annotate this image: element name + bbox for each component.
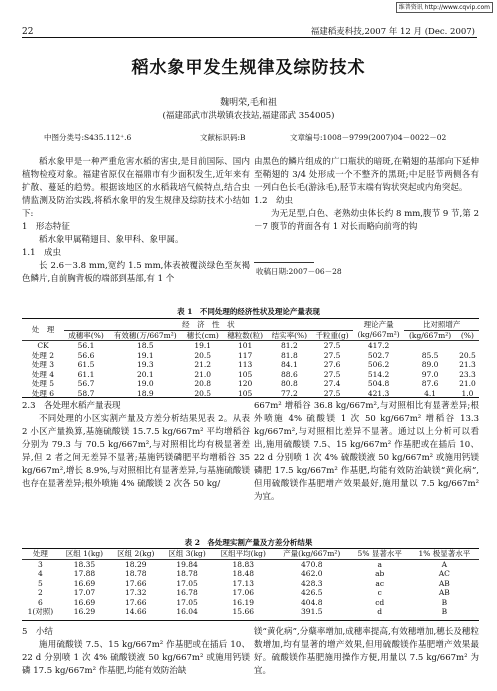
table-cell: 6: [37, 597, 43, 607]
article-title: 稻水象甲发生规律及综防技术: [131, 58, 366, 78]
table-header-cell: 理论产量: [363, 320, 394, 330]
table-cell: 18.5: [136, 341, 154, 350]
table-cell: 27.6: [323, 360, 341, 369]
table-cell: 1.0: [461, 388, 474, 398]
table-row: [22, 607, 479, 617]
table-cell: 3: [37, 559, 43, 569]
table-cell: 101: [237, 341, 253, 350]
table-header-cell: 区组 2(kg): [117, 549, 155, 558]
table-2-caption: 表 2 各处理实割产量及方差分析结果: [184, 538, 313, 547]
table-cell: a: [377, 559, 382, 569]
table-cell: 18.83: [232, 559, 255, 569]
table-cell: 处理 5: [31, 379, 55, 388]
table-cell: 58.7: [77, 388, 95, 398]
table-cell: 87.6: [421, 379, 439, 388]
table-cell: 2: [37, 588, 43, 597]
table-cell: 18.29: [125, 559, 147, 569]
table-cell: 16.04: [176, 607, 198, 616]
table-row: [22, 351, 479, 361]
table-cell: 27.5: [323, 388, 341, 398]
table-cell: 514.2: [367, 369, 390, 379]
table-cell: 17.07: [73, 588, 96, 597]
table-header-cell: 穗长(cm): [186, 330, 219, 340]
table-cell: 19.3: [136, 360, 154, 369]
table-header-cell: 结实率(%): [271, 330, 308, 340]
right-column-intro: [254, 156, 479, 234]
table-cell: 81.2: [281, 341, 298, 350]
intro-paragraph: 稻水象甲是一种严重危害水稻的害虫,是目前国际、国内植物检疫对象。福建省原仅在福鼎市有少面积发生,近年来有扩散、蔓延的趋势。根据该地区的水稻栽培气候特点,结合虫情监测及防治实践,将稻水象甲的发生规律及综防技术小结如下:: [22, 157, 250, 219]
footnote-rule: [254, 262, 314, 263]
table-cell: 506.2: [367, 360, 390, 369]
table-cell: 21.3: [459, 360, 476, 369]
table-row: [22, 569, 479, 579]
table-header-cell: 5% 显著水平: [357, 549, 402, 558]
section-1-heading: 1 形态特征: [22, 222, 70, 232]
table-cell: 20.5: [194, 388, 212, 398]
table-cell: B: [441, 597, 448, 607]
source-watermark: 维普资讯 http://www.cqvip.com: [396, 2, 493, 13]
table-cell: 21.0: [194, 369, 212, 379]
section-1-1-text: 长 2.6－3.8 mm,宽约 1.5 mm,体表被覆淡绿色至灰褐色鳞片,自前胸背板的端部到基部,有 1 个: [22, 261, 250, 284]
table-cell: 27.4: [323, 379, 341, 388]
section-1-1-heading: 1.1 成虫: [22, 248, 62, 258]
table-cell: 97.0: [421, 369, 439, 379]
table-cell: 4: [37, 569, 43, 578]
table-cell: 88.6: [281, 369, 298, 379]
table-cell: c: [377, 588, 382, 597]
table-cell: 17.66: [125, 578, 147, 588]
table-cell: 19.0: [136, 379, 154, 388]
table-1-top-rule: [22, 318, 479, 319]
table-cell: 17.05: [176, 597, 198, 607]
table-header-cell: (%): [460, 330, 474, 340]
table-cell: 18.48: [232, 569, 255, 578]
left-column-intro: [22, 156, 250, 286]
table-cell: A: [441, 559, 448, 569]
table-row: [22, 379, 479, 389]
table-header-cell: 成穗率(%): [68, 330, 104, 340]
table-1-col-header: [22, 330, 479, 341]
table-cell: 113: [237, 360, 253, 369]
table-cell: 421.3: [367, 388, 390, 398]
table-1-group-header: [22, 320, 479, 330]
table-cell: 处理 6: [31, 388, 55, 398]
table-row: [22, 579, 479, 589]
table-header-cell: 处理: [32, 549, 48, 558]
journal-running-head: 福建稻麦科技,2007 年 12 月 (Dec. 2007): [310, 27, 475, 37]
right-column-summary: [254, 626, 479, 678]
table-cell: 27.5: [323, 369, 341, 379]
table-row: [22, 559, 479, 569]
table-cell: CK: [37, 341, 49, 350]
table-header-cell: 区组平均(kg): [220, 549, 266, 558]
table-header-cell: 区组 3(kg): [168, 549, 206, 558]
section-1-2-heading: 1.2 幼虫: [254, 196, 294, 206]
table-cell: [404, 341, 456, 351]
table-cell: 56.7: [77, 379, 95, 388]
table-cell: 17.88: [73, 569, 96, 578]
table-cell: 61.1: [77, 369, 95, 379]
page-number: 22: [22, 27, 34, 37]
clc-code: 中图分类号:S435.112⁺.6: [44, 133, 132, 142]
table-2: [22, 549, 479, 617]
table-cell: 462.0: [301, 569, 323, 578]
table-cell: 27.5: [323, 341, 341, 350]
table-cell: 56.6: [77, 350, 95, 360]
table-cell: 81.8: [281, 350, 298, 360]
table-header-cell: 区组 1(kg): [65, 549, 104, 558]
table-cell: 17.13: [232, 578, 255, 588]
table-cell: 428.3: [301, 578, 323, 588]
table-cell: 17.06: [232, 588, 255, 597]
table-cell: 14.66: [125, 607, 147, 616]
header-rule: [22, 37, 477, 38]
table-cell: AB: [438, 578, 450, 588]
table-cell: 502.7: [367, 350, 390, 360]
table-1-caption: 表 1 不同处理的经济性状及理论产量表现: [177, 307, 320, 316]
left-column-summary: [22, 626, 250, 678]
table-cell: 18.78: [125, 569, 147, 578]
table-header-cell: 处 理: [31, 325, 55, 335]
table-2-header: [22, 549, 479, 559]
table-header-cell: 有效穗(万/667m²): [113, 330, 177, 340]
article-authors: 魏明荣,毛和祖: [220, 98, 277, 108]
table-1: [22, 320, 479, 398]
summary-text: 施用硫酸镁 7.5、15 kg/667m² 作基肥或在插后 10、22 d 分别喷 1 次 4% 硫酸镁液 50 kg/667m² 或施用钙镁磷 17.5 kg/667m² 作基肥,均能有效防治缺: [22, 640, 250, 676]
table-cell: 23.3: [459, 369, 476, 379]
table-cell: 5: [37, 578, 43, 588]
table-1-bottom-rule: [22, 397, 479, 398]
table-cell: 18.78: [176, 569, 198, 578]
table-cell: 21.2: [194, 360, 212, 369]
table-cell: 处理 3: [31, 360, 55, 369]
table-row: [22, 360, 479, 370]
table-cell: 20.8: [194, 379, 212, 388]
table-row: [22, 341, 479, 351]
table-cell: 426.5: [301, 588, 323, 597]
table-cell: 105: [237, 369, 253, 379]
table-cell: ab: [375, 569, 385, 578]
table-cell: 80.8: [281, 379, 298, 388]
table-cell: 16.19: [232, 597, 255, 607]
table-row: [22, 588, 479, 598]
table-header-cell: 产量(kg/667m²): [283, 549, 341, 558]
section-1-2-text: 为无足型,白色、老熟幼虫体长约 8 mm,腹节 9 节,第 2－7 腹节的背面各有 1 对长而略向前弯的钩: [254, 209, 479, 232]
table-cell: 89.0: [421, 360, 439, 369]
table-cell: 16.78: [176, 588, 198, 597]
table-header-cell: 1% 极显著水平: [418, 549, 471, 558]
table-cell: 470.8: [301, 559, 323, 569]
left-column-results: [22, 400, 250, 491]
table-cell: 18.9: [136, 388, 154, 398]
table-header-cell: (kg/667m²): [408, 330, 452, 340]
table-cell: 19.84: [176, 559, 198, 569]
section-2-3-text-cont: 667m² 增稻谷 36.8 kg/667m²,与对照相比有显著差异;根外喷施 4% 硫酸镁 1 次 50 kg/667m² 增稻谷 13.3 kg/667m²,与对照相比差异不显著。通过以上分析可以看出,施用硫酸镁 7.5、15 kg/667m² 作基肥或在插后 10、22 d 分别喷 1 次 4% 硫酸镁液 50 kg/667m² 或施用钙镁磷肥 17.5 kg/667m² 作基肥,均能有效防治缺镁“黄化病”,但用硫酸镁作基肥增产效果最好,施用量以 7.5 kg/667m² 为宜。: [254, 401, 479, 502]
table-cell: 117: [237, 350, 253, 360]
table-cell: 19.1: [136, 350, 154, 360]
table-2-bottom-rule: [22, 620, 479, 621]
table-row: [22, 370, 479, 380]
table-cell: 391.5: [301, 607, 323, 616]
table-cell: 20.5: [459, 350, 476, 360]
document-code: 文献标识码:B: [200, 133, 246, 142]
table-header-cell: 穗粒数(粒): [227, 330, 264, 340]
table-cell: 404.8: [301, 597, 323, 607]
section-1-text: 稻水象甲属鞘翅目、象甲科、象甲属。: [39, 235, 184, 245]
table-cell: 504.8: [367, 379, 390, 388]
table-cell: d: [377, 607, 383, 616]
table-header-cell: 千粒重(g): [315, 330, 349, 340]
table-cell: 4.1: [424, 388, 437, 398]
section-2-3-text: 不同处理的小区实割产量及方差分析结果见表 2。从表 2 小区产量换算,基施硫酸镁 15.7.5 kg/667m² 平均增稻谷分别为 79.3 与 70.5 kg/667m²,与对照相比均有极显著差异,但 2 者之间无差异不显著;基施钙镁磷肥平均增稻谷 35 kg/667m²,增长 8.9%,与对照相比有显著差异,与基施硫酸镁也存在显著差异;根外喷施 4% 硫酸镁 2 次各 50 kg/: [22, 414, 250, 489]
table-cell: 17.66: [125, 597, 147, 607]
table-cell: 84.1: [281, 360, 298, 369]
table-cell: 16.29: [73, 607, 96, 616]
table-cell: AB: [438, 588, 450, 597]
table-cell: 19.1: [194, 341, 212, 350]
table-cell: 61.5: [77, 360, 95, 369]
table-header-cell: 经 济 性 状: [64, 320, 353, 330]
adult-description-cont: 由黑色的鳞片组成的广口瓶状的暗斑,在鞘翅的基部向下延伸至鞘翅的 3/4 处形成一个不整齐的黑斑;中足胫节两侧各有一列白色长毛(游泳毛),胫节末端有钩状突起或内角突起。: [254, 157, 479, 193]
table-cell: 处理 2: [31, 350, 55, 360]
table-row: [22, 598, 479, 608]
right-column-results: [254, 400, 479, 504]
table-cell: 120: [237, 379, 253, 388]
table-cell: 18.35: [73, 559, 96, 569]
summary-heading: 5 小结: [22, 627, 53, 637]
table-cell: 56.1: [77, 341, 95, 350]
table-cell: cd: [375, 597, 385, 607]
table-cell: 20.5: [194, 350, 212, 360]
section-2-3-heading: 2.3 各处理水稻产量表现: [22, 401, 121, 411]
table-cell: 16.69: [73, 597, 96, 607]
table-cell: 20.1: [136, 369, 154, 379]
table-cell: AC: [438, 569, 450, 578]
table-cell: 417.2: [367, 341, 390, 350]
table-cell: 85.5: [421, 350, 439, 360]
article-affiliation: (福建邵武市洪墩镇农技站,福建邵武 354005): [162, 111, 335, 121]
table-cell: 27.5: [323, 350, 341, 360]
received-date: 收稿日期:2007－06－28: [256, 267, 342, 276]
table-cell: 21.0: [459, 379, 476, 388]
table-cell: 17.32: [125, 588, 147, 597]
table-cell: ac: [375, 578, 385, 588]
table-header-cell: (kg/667m²): [357, 330, 400, 340]
table-cell: [456, 341, 479, 351]
summary-text-cont: 镁“黄化病”,分蘖率增加,成穗率提高,有效穗增加,穗长及穗粒数增加,均有显著的增产效果,但用硫酸镁作基肥增产效果最好。硫酸镁作基肥施用操作方便,用量以 7.5 kg/667m² 为宜。: [254, 627, 479, 676]
article-number: 文章编号:1008－9799(2007)04－0022－02: [290, 133, 447, 142]
table-cell: 77.2: [281, 388, 298, 398]
table-cell: 处理 4: [31, 369, 55, 379]
table-cell: 15.66: [232, 607, 255, 616]
table-cell: B: [441, 607, 448, 616]
table-cell: 1(对照): [27, 607, 54, 616]
table-header-cell: 比对照增产: [404, 320, 479, 330]
table-cell: 17.05: [176, 578, 198, 588]
table-cell: 105: [237, 388, 253, 398]
table-cell: 16.69: [73, 578, 96, 588]
